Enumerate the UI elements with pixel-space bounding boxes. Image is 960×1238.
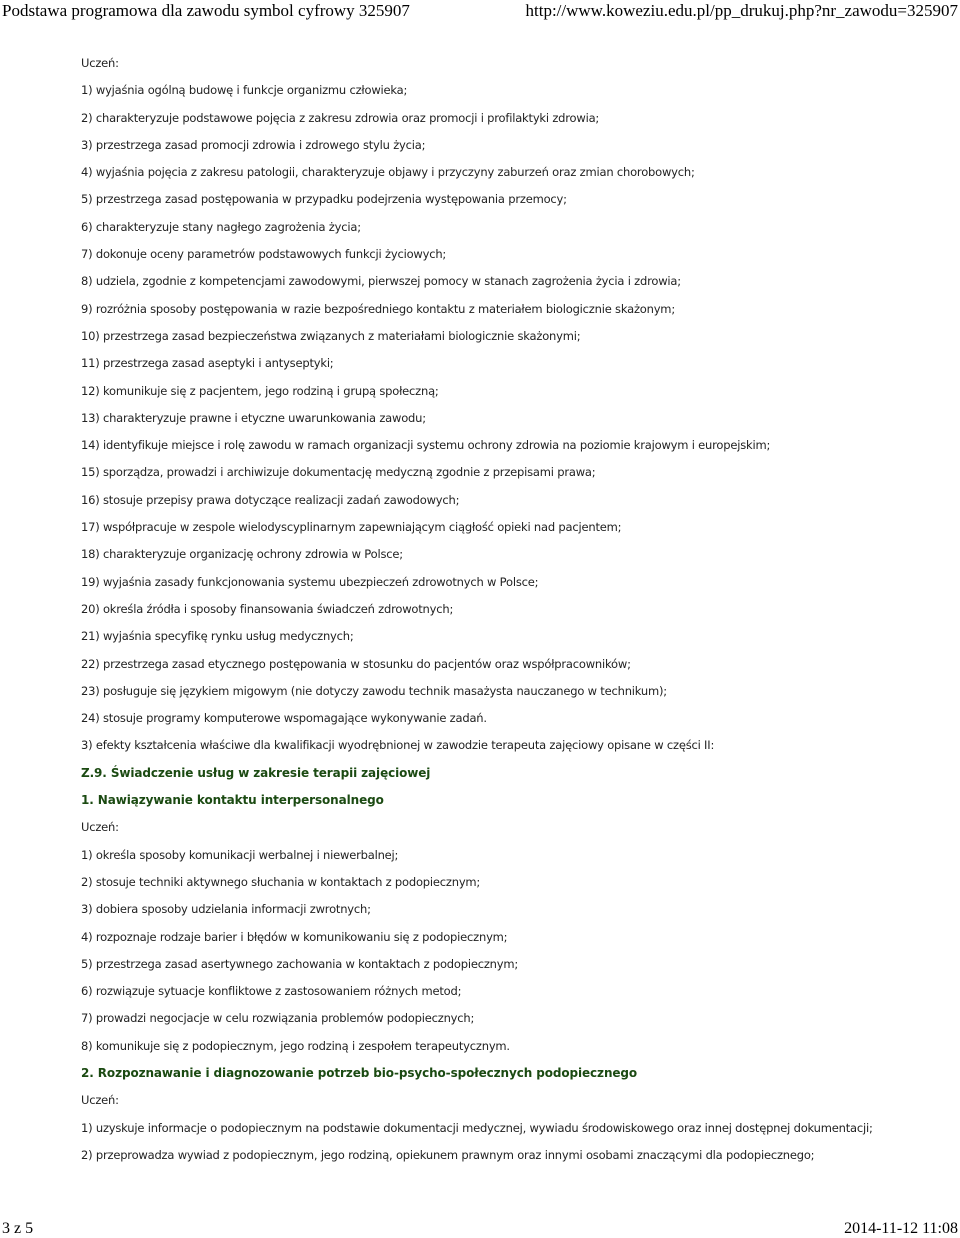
document-line: 2) stosuje techniki aktywnego słuchania w kontaktach z podopiecznym; (81, 874, 481, 889)
document-line: 19) wyjaśnia zasady funkcjonowania systemu ubezpieczeń zdrowotnych w Polsce; (81, 574, 539, 589)
document-line: 23) posługuje się językiem migowym (nie dotyczy zawodu technik masażysta nauczanego w technikum); (81, 683, 667, 698)
document-line: 14) identyfikuje miejsce i rolę zawodu w ramach organizacji systemu ochrony zdrowia na poziomie krajowym i europejskim; (81, 438, 771, 453)
document-line: 1) uzyskuje informacje o podopiecznym na podstawie dokumentacji medycznej, wywiadu środowiskowego oraz innej dostępnej dokumentacji; (81, 1120, 873, 1135)
document-line: 5) przestrzega zasad asertywnego zachowania w kontaktach z podopiecznym; (81, 956, 519, 971)
document-line: 6) charakteryzuje stany nagłego zagrożenia życia; (81, 219, 361, 234)
document-line: 1) określa sposoby komunikacji werbalnej i niewerbalnej; (81, 847, 399, 862)
document-line: 4) rozpoznaje rodzaje barier i błędów w komunikowaniu się z podopiecznym; (81, 929, 508, 944)
document-body (81, 52, 941, 1171)
document-line: 8) udziela, zgodnie z kompetencjami zawodowymi, pierwszej pomocy w stanach zagrożenia życia i zdrowia; (81, 274, 681, 289)
document-line: 6) rozwiązuje sytuacje konfliktowe z zastosowaniem różnych metod; (81, 984, 462, 999)
document-title: Podstawa programowa dla zawodu symbol cyfrowy 325907 (2, 1, 410, 20)
document-line: 8) komunikuje się z podopiecznym, jego rodziną i zespołem terapeutycznym. (81, 1038, 510, 1053)
section-heading: 2. Rozpoznawanie i diagnozowanie potrzeb bio-psycho-społecznych podopiecznego (81, 1065, 638, 1080)
document-line: 5) przestrzega zasad postępowania w przypadku podejrzenia występowania przemocy; (81, 192, 567, 207)
document-line: 3) efekty kształcenia właściwe dla kwalifikacji wyodrębnionej w zawodzie terapeuta zajęciowy opisane w części II: (81, 738, 715, 753)
document-line: 2) charakteryzuje podstawowe pojęcia z zakresu zdrowia oraz promocji i profilaktyki zdrowia; (81, 110, 600, 125)
document-line: 10) przestrzega zasad bezpieczeństwa związanych z materiałami biologicznie skażonymi; (81, 328, 581, 343)
document-line: 3) dobiera sposoby udzielania informacji zwrotnych; (81, 902, 371, 917)
document-line: 13) charakteryzuje prawne i etyczne uwarunkowania zawodu; (81, 410, 426, 425)
document-line: 7) dokonuje oceny parametrów podstawowych funkcji życiowych; (81, 247, 447, 262)
document-line: Uczeń: (81, 1093, 119, 1108)
document-line: Uczeń: (81, 56, 119, 70)
print-footer (0, 1219, 960, 1238)
document-line: 4) wyjaśnia pojęcia z zakresu patologii, charakteryzuje objawy i przyczyny zaburzeń oraz zmian chorobowych; (81, 165, 695, 180)
document-line: Uczeń: (81, 820, 119, 835)
source-url: http://www.koweziu.edu.pl/pp_drukuj.php?nr_zawodu=325907 (525, 1, 958, 20)
document-line: 24) stosuje programy komputerowe wspomagające wykonywanie zadań. (81, 711, 487, 726)
document-line: 1) wyjaśnia ogólną budowę i funkcje organizmu człowieka; (81, 83, 408, 98)
section-heading: Z.9. Świadczenie usług w zakresie terapii zajęciowej (81, 765, 431, 780)
print-header (0, 0, 960, 24)
document-line: 3) przestrzega zasad promocji zdrowia i zdrowego stylu życia; (81, 137, 426, 152)
print-timestamp: 2014-11-12 11:08 (844, 1220, 958, 1237)
document-line: 9) rozróżnia sposoby postępowania w razie bezpośredniego kontaktu z materiałem biologicznie skażonym; (81, 301, 675, 316)
document-line: 18) charakteryzuje organizację ochrony zdrowia w Polsce; (81, 547, 403, 562)
document-line: 11) przestrzega zasad aseptyki i antyseptyki; (81, 356, 334, 371)
section-heading: 1. Nawiązywanie kontaktu interpersonalnego (81, 793, 384, 808)
page-number: 3 z 5 (2, 1220, 34, 1237)
document-line: 17) współpracuje w zespole wielodyscyplinarnym zapewniającym ciągłość opieki nad pacjentem; (81, 520, 622, 535)
document-line: 2) przeprowadza wywiad z podopiecznym, jego rodziną, opiekunem prawnym oraz innymi osobami znaczącymi dla podopiecznego; (81, 1147, 815, 1162)
document-line: 20) określa źródła i sposoby finansowania świadczeń zdrowotnych; (81, 601, 454, 616)
document-line: 21) wyjaśnia specyfikę rynku usług medycznych; (81, 629, 354, 644)
document-line: 15) sporządza, prowadzi i archiwizuje dokumentację medyczną zgodnie z przepisami prawa; (81, 465, 596, 480)
document-line: 16) stosuje przepisy prawa dotyczące realizacji zadań zawodowych; (81, 492, 460, 507)
document-line: 7) prowadzi negocjacje w celu rozwiązania problemów podopiecznych; (81, 1011, 475, 1026)
document-line: 12) komunikuje się z pacjentem, jego rodziną i grupą społeczną; (81, 383, 439, 398)
document-line: 22) przestrzega zasad etycznego postępowania w stosunku do pacjentów oraz współpracowników; (81, 656, 631, 671)
